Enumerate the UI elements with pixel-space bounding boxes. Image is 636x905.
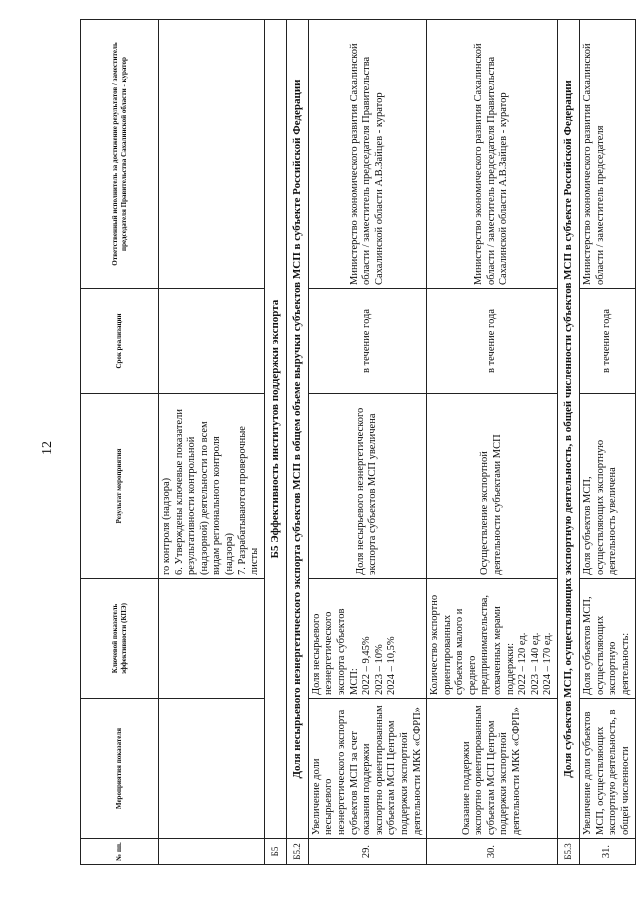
cell-activity: Увеличение доли несырьевого неэнергетического экспорта субъектов МСП за счет оказания поддержки экспортно ориентированным субъектам МСП Центром поддержки экспортной деятельности МКК «СФРП» [308, 699, 426, 839]
cell-kpi: Количество экспортно ориентированных субъектов малого и среднего предпринимательства, охваченных мерами поддержки: 2022 – 120 ед. 2023 – 140 ед. 2024 – 170 ед. [427, 579, 558, 699]
cell-activity: Увеличение доли субъектов МСП, осуществляющих экспортную деятельность, в общей численности [580, 699, 636, 839]
col-header-responsible: Ответственный исполнитель за достижение результатов / заместитель председателя Правительства Сахалинской области - куратор [81, 20, 159, 289]
col-header-kpi: Ключевой показатель эффективности (КПЭ) [81, 579, 159, 699]
section-code-b52: Б5.2 [286, 839, 308, 865]
cell-result-continuation: го контроля (надзора) 6. Утверждены ключевые показатели результативности контрольной (надзорной) деятельности по всем видам регионального контроля (надзора) 7. Разрабатываются проверочные листы [159, 394, 265, 579]
cell-responsible: Министерство экономического развития Сахалинской области / заместитель председателя Правительства Сахалинской области А.В.Зайцев - куратор [308, 20, 426, 289]
cell-result: Доля несырьевого неэнергетического экспорта субъектов МСП увеличена [308, 394, 426, 579]
row-number: 31. [580, 839, 636, 865]
section-row-b53 [558, 20, 580, 865]
col-header-term: Срок реализации [81, 289, 159, 394]
section-code-b53: Б5.3 [558, 839, 580, 865]
rotated-page [80, 20, 631, 865]
activities-table [80, 19, 636, 865]
section-row-b5 [264, 20, 286, 865]
cell-activity: Оказание поддержки экспортно ориентированным субъектам МСП Центром поддержки экспортной деятельности МКК «СФРП» [427, 699, 558, 839]
section-code-b5: Б5 [264, 839, 286, 865]
row-number: 29. [308, 839, 426, 865]
cell-term: в течение года [308, 289, 426, 394]
table-header-row [81, 20, 159, 865]
page-number: 12 [40, 441, 55, 455]
cell-kpi: Доля несырьевого неэнергетического экспорта субъектов МСП: 2022 – 9,45% 2023 – 10% 2024 – 10,5% [308, 579, 426, 699]
landscape-table-wrapper [80, 20, 631, 865]
table-row-continuation [159, 20, 265, 865]
table-row-30 [427, 20, 558, 865]
col-header-num: № пп. [81, 839, 159, 865]
cell-kpi: Доля субъектов МСП, осуществляющих экспортную деятельность: [580, 579, 636, 699]
cell-result: Осуществление экспортной деятельности субъектами МСП [427, 394, 558, 579]
row-number: 30. [427, 839, 558, 865]
cell-term: в течение года [580, 289, 636, 394]
cell-responsible: Министерство экономического развития Сахалинской области / заместитель председателя Правительства Сахалинской области А.В.Зайцев - куратор [427, 20, 558, 289]
col-header-activity: Мероприятия показателя [81, 699, 159, 839]
section-title-b5: Б5 Эффективность институтов поддержки экспорта [264, 20, 286, 839]
cell-responsible: Министерство экономического развития Сахалинской области / заместитель председателя [580, 20, 636, 289]
table-row-29 [308, 20, 426, 865]
col-header-result: Результат мероприятия [81, 394, 159, 579]
section-row-b52 [286, 20, 308, 865]
section-title-b53: Доля субъектов МСП, осуществляющих экспортную деятельность, в общей численности субъектов МСП в субъекте Российской Федерации [558, 20, 580, 839]
table-row-31 [580, 20, 636, 865]
cell-term: в течение года [427, 289, 558, 394]
cell-result: Доля субъектов МСП, осуществляющих экспортную деятельность увеличена [580, 394, 636, 579]
section-title-b52: Доля несырьевого неэнергетического экспорта субъектов МСП в общем объеме выручки субъектов МСП в субъекте Российской Федерации [286, 20, 308, 839]
